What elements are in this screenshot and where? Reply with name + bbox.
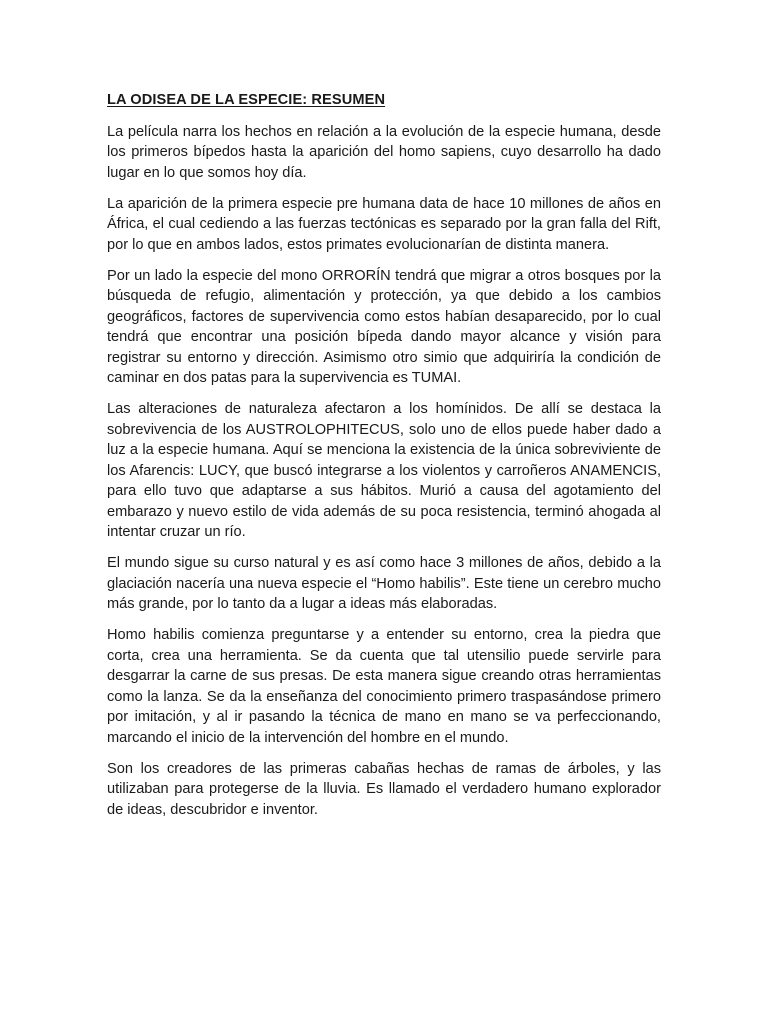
paragraph-shelters: Son los creadores de las primeras cabañas hechas de ramas de árboles, y las utilizaban para protegerse de la lluvia. Es llamado el verdadero humano explorador de ideas, descubridor e inventor. (107, 760, 661, 818)
document-title: LA ODISEA DE LA ESPECIE: RESUMEN (107, 92, 386, 108)
document-body (107, 90, 661, 831)
paragraph-origin: La aparición de la primera especie pre humana data de hace 10 millones de años en África, el cual cediendo a las fuerzas tectónicas es separado por la gran falla del Rift, por lo que en ambos lados, estos primates evolucionarían de distinta manera. (107, 195, 661, 253)
paragraph-homo-habilis: El mundo sigue su curso natural y es así como hace 3 millones de años, debido a la glaciación nacería una nueva especie el “Homo habilis”. Este tiene un cerebro mucho más grande, por lo tanto da a lugar a ideas más elaboradas. (107, 555, 661, 612)
paragraph-australopithecus: Las alteraciones de naturaleza afectaron a los homínidos. De allí se destaca la sobrevivencia de los AUSTROLOPHITECUS, solo uno de ellos puede haber dado a luz a la especie humana. Aquí se menciona la existencia de la única sobreviviente de los Afarencis: LUCY, que buscó integrarse a los violentos y carroñeros ANAMENCIS, para ello tuvo que adaptarse a sus hábitos. Murió a causa del agotamiento del embarazo y nuevo estilo de vida además de su poca resistencia, terminó ahogada al intentar cruzar un río. (107, 401, 661, 540)
paragraph-orrorin: Por un lado la especie del mono ORRORÍN tendrá que migrar a otros bosques por la búsqueda de refugio, alimentación y protección, ya que debido a los cambios geográficos, factores de supervivencia como estos habían desaparecido, por lo cual tendrá que encontrar una posición bípeda dando mayor alcance y visión para registrar su entorno y dirección. Asimismo otro simio que adquiriría la condición de caminar en dos patas para la supervivencia es TUMAI. (107, 267, 661, 386)
paragraph-intro: La película narra los hechos en relación a la evolución de la especie humana, desde los primeros bípedos hasta la aparición del homo sapiens, cuyo desarrollo ha dado lugar en lo que somos hoy día. (107, 123, 661, 181)
paragraph-tools: Homo habilis comienza preguntarse y a entender su entorno, crea la piedra que corta, crea una herramienta. Se da cuenta que tal utensilio puede servirle para desgarrar la carne de sus presas. De esta manera sigue creando otras herramientas como la lanza. Se da la enseñanza del conocimiento primero traspasándose primero por imitación, y al ir pasando la técnica de mano en mano se va perfeccionando, marcando el inicio de la intervención del hombre en el mundo. (107, 627, 661, 746)
